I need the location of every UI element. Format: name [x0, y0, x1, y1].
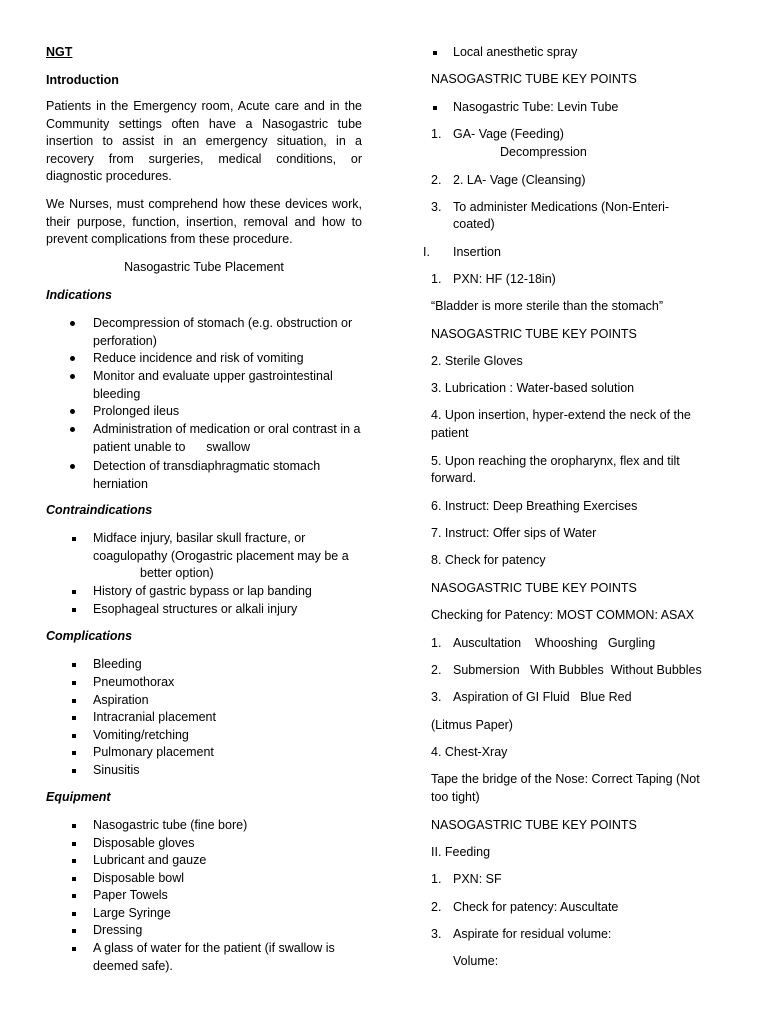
- list-item: Pneumothorax: [93, 675, 175, 689]
- patency-heading: Checking for Patency: MOST COMMON: ASAX: [431, 608, 695, 622]
- list-item: Detection of transdiaphragmatic stomach herniation: [93, 459, 321, 491]
- indications-heading: Indications: [46, 288, 112, 302]
- list-item: Pulmonary placement: [93, 745, 214, 759]
- key-points-heading: NASOGASTRIC TUBE KEY POINTS: [431, 818, 637, 832]
- step-text: 7. Instruct: Offer sips of Water: [431, 526, 597, 540]
- list-number: 3.: [431, 927, 442, 941]
- key-points-heading: NASOGASTRIC TUBE KEY POINTS: [431, 72, 637, 86]
- list-item-continued: better option): [140, 566, 214, 580]
- placement-heading: Nasogastric Tube Placement: [124, 260, 284, 274]
- list-item-continued: Volume:: [453, 954, 499, 968]
- list-item: Administration of medication or oral contrast in a patient unable to swallow: [93, 422, 364, 454]
- list-number: 2.: [431, 663, 442, 677]
- list-item: Aspiration: [93, 693, 149, 707]
- doc-title: NGT: [46, 45, 73, 59]
- list-item: Midface injury, basilar skull fracture, or coagulopathy (Orogastric placement may be a: [93, 531, 349, 563]
- list-item: Local anesthetic spray: [453, 45, 578, 59]
- contraindications-heading: Contraindications: [46, 503, 153, 517]
- list-item: Nasogastric tube (fine bore): [93, 818, 248, 832]
- step-text: 3. Lubrication : Water-based solution: [431, 381, 635, 395]
- list-item: Aspirate for residual volume:: [453, 927, 612, 941]
- step-text: 4. Upon insertion, hyper-extend the neck of the: [431, 408, 691, 422]
- complications-heading: Complications: [46, 629, 133, 643]
- step-text: 2. Sterile Gloves: [431, 354, 523, 368]
- list-item: Paper Towels: [93, 888, 168, 902]
- list-item: Aspiration of GI Fluid Blue Red: [453, 690, 632, 704]
- list-item: Reduce incidence and risk of vomiting: [93, 351, 304, 365]
- list-item: Submersion With Bubbles Without Bubbles: [453, 663, 702, 677]
- list-item: Lubricant and gauze: [93, 853, 207, 867]
- step-text: 8. Check for patency: [431, 553, 546, 567]
- intro-paragraph-2: We Nurses, must comprehend how these devices work, their purpose, function, insertion, removal and how to prevent complications from these procedure.: [46, 197, 362, 246]
- list-item: Auscultation Whooshing Gurgling: [453, 636, 656, 650]
- list-item: Sinusitis: [93, 763, 140, 777]
- list-item: 2. LA- Vage (Cleansing): [453, 173, 586, 187]
- list-number: 2.: [431, 173, 442, 187]
- list-number: 1.: [431, 636, 442, 650]
- list-item: A glass of water for the patient (if swallow is deemed safe).: [93, 941, 335, 973]
- list-number: 1.: [431, 872, 442, 886]
- key-points-heading: NASOGASTRIC TUBE KEY POINTS: [431, 327, 637, 341]
- step-text: 4. Chest-Xray: [431, 745, 508, 759]
- roman-numeral: I.: [423, 245, 430, 259]
- step-text: 6. Instruct: Deep Breathing Exercises: [431, 499, 638, 513]
- intro-heading: Introduction: [46, 73, 119, 87]
- section-heading: II. Feeding: [431, 845, 491, 859]
- list-item: Disposable gloves: [93, 836, 195, 850]
- list-item: Decompression of stomach (e.g. obstruction or perforation): [93, 316, 353, 348]
- quote-text: “Bladder is more sterile than the stomach”: [431, 299, 664, 313]
- list-number: 3.: [431, 200, 442, 214]
- list-item: History of gastric bypass or lap banding: [93, 584, 312, 598]
- list-item: Vomiting/retching: [93, 728, 189, 742]
- step-text: 5. Upon reaching the oropharynx, flex and tilt: [431, 454, 680, 468]
- list-number: 1.: [431, 127, 442, 141]
- step-text-continued: forward.: [431, 471, 477, 485]
- list-item: Large Syringe: [93, 906, 171, 920]
- list-item: Nasogastric Tube: Levin Tube: [453, 100, 619, 114]
- step-text-continued: patient: [431, 426, 469, 440]
- list-number: 3.: [431, 690, 442, 704]
- equipment-heading: Equipment: [46, 790, 111, 804]
- list-item-continued: Decompression: [500, 145, 587, 159]
- list-item: Prolonged ileus: [93, 404, 180, 418]
- section-heading: Insertion: [453, 245, 501, 259]
- note-text: (Litmus Paper): [431, 718, 513, 732]
- step-text: Tape the bridge of the Nose: Correct Taping (Not: [431, 772, 700, 786]
- list-item: To administer Medications (Non-Enteri-: [453, 200, 670, 214]
- list-item: Check for patency: Auscultate: [453, 900, 619, 914]
- list-number: 2.: [431, 900, 442, 914]
- list-item-continued: coated): [453, 217, 495, 231]
- key-points-heading: NASOGASTRIC TUBE KEY POINTS: [431, 581, 637, 595]
- intro-paragraph-1: Patients in the Emergency room, Acute care and in the Community settings often have a Nasogastric tube insertion to assist in an emergency situation, in a recovery from surgeries, medical conditions, or diagnostic procedures.: [46, 99, 362, 183]
- list-item: PXN: HF (12-18in): [453, 272, 556, 286]
- list-item: Esophageal structures or alkali injury: [93, 602, 298, 616]
- step-text-continued: too tight): [431, 790, 480, 804]
- list-item: Dressing: [93, 923, 143, 937]
- list-item: Disposable bowl: [93, 871, 185, 885]
- list-number: 1.: [431, 272, 442, 286]
- list-item: Intracranial placement: [93, 710, 216, 724]
- list-item: GA- Vage (Feeding): [453, 127, 564, 141]
- list-item: PXN: SF: [453, 872, 502, 886]
- list-item: Bleeding: [93, 657, 142, 671]
- list-item: Monitor and evaluate upper gastrointestinal bleeding: [93, 369, 333, 401]
